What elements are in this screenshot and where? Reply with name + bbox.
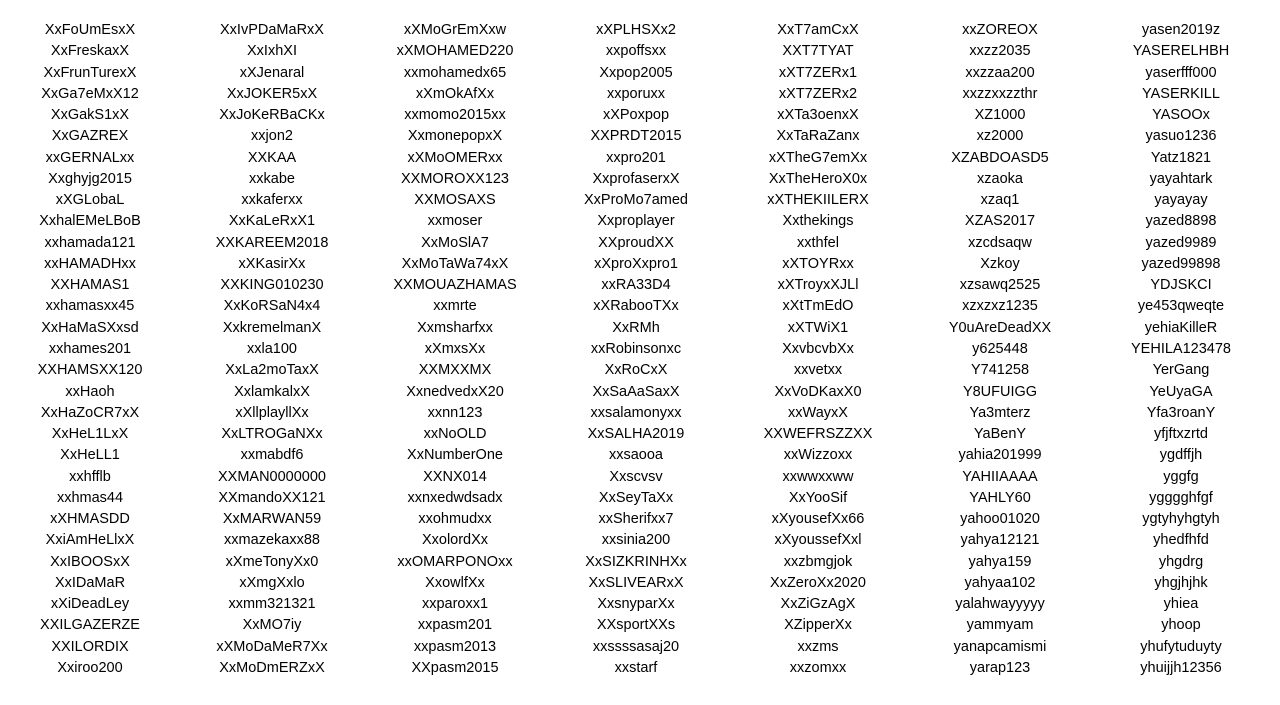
username-cell: yaserfff000 <box>1145 64 1217 81</box>
username-cell: xxOMARPONOxx <box>397 553 513 570</box>
username-cell: xXiDeadLey <box>50 596 130 613</box>
username-cell: XxIvPDaMaRxX <box>220 22 324 38</box>
username-cell: yanapcamismi <box>953 638 1047 655</box>
username-cell: XxZeroXx2020 <box>770 574 866 591</box>
username-cell: xxRobinsonxc <box>590 340 682 357</box>
username-cell: xXHMASDD <box>50 511 130 528</box>
username-cell: XXmandoXX121 <box>218 489 326 506</box>
username-cell: XxvbcvbXx <box>782 340 854 357</box>
username-cell: xXMoGrEmXxw <box>403 22 507 38</box>
username-cell: YeUyaGA <box>1149 383 1213 400</box>
username-cell: yasen2019z <box>1141 22 1221 38</box>
username-cell: XxprofaserxX <box>592 170 680 187</box>
username-cell: xXmeTonyXx0 <box>225 553 319 570</box>
username-cell: xxmoser <box>427 213 483 230</box>
username-cell: xxmabdf6 <box>240 447 304 464</box>
username-cell: xXmOkAfXx <box>415 85 495 102</box>
username-cell: Xxghyjg2015 <box>48 170 132 187</box>
username-cell: xz2000 <box>976 128 1024 145</box>
username-cell: xXPLHSXx2 <box>596 22 676 38</box>
username-cell: yahoo01020 <box>960 511 1040 528</box>
username-cell: XxhalEMeLBoB <box>39 213 141 230</box>
username-cell: XZipperXx <box>784 617 852 634</box>
username-cell: xxvetxx <box>793 362 843 379</box>
username-cell: xXyousefXx66 <box>771 511 865 528</box>
username-cell: xxnxedwdsadx <box>407 489 503 506</box>
username-cell: XZAS2017 <box>964 213 1036 230</box>
username-cell: XxLTROGaNXx <box>221 426 323 443</box>
username-cell: YEHILA123478 <box>1131 340 1231 357</box>
username-cell: yayayay <box>1154 192 1208 209</box>
username-cell: XXKAREEM2018 <box>215 234 329 251</box>
username-cell: xXTOYRxx <box>782 255 854 272</box>
username-cell: XXPRDT2015 <box>590 128 682 145</box>
username-cell: yhedfhfd <box>1153 532 1209 549</box>
username-cell: XxVoDKaxX0 <box>774 383 862 400</box>
username-cell: xxstarf <box>614 659 658 676</box>
username-cell: xXproXxpro1 <box>594 255 678 272</box>
username-cell: XXMOROXX123 <box>401 170 509 187</box>
username-cell: xxGERNALxx <box>45 149 135 166</box>
username-cell: XxIDaMaR <box>54 574 126 591</box>
username-cell: XXILGAZERZE <box>40 617 140 634</box>
username-cell: yhoop <box>1161 617 1201 634</box>
username-cell: YAHLY60 <box>969 489 1031 506</box>
username-cell: xXtTmEdO <box>782 298 854 315</box>
username-cell: xxhames201 <box>48 340 132 357</box>
username-cell: XxMO7iy <box>242 617 302 634</box>
username-cell: XXsportXXs <box>596 617 676 634</box>
username-cell: xxzbmgjok <box>783 553 853 570</box>
username-cell: XxmonepopxX <box>407 128 503 145</box>
username-cell: xXmxsXx <box>424 340 486 357</box>
username-cell: xxwwxxww <box>782 468 854 485</box>
username-cell: xXTHEKIILERX <box>767 192 869 209</box>
username-cell: Ya3mterz <box>969 404 1031 421</box>
username-cell: XxIxhXI <box>247 43 297 60</box>
username-cell: xXT7ZERx2 <box>778 85 858 102</box>
username-cell: XXproudXX <box>598 234 674 251</box>
username-cell: ye453qweqte <box>1137 298 1225 315</box>
username-cell: YerGang <box>1152 362 1210 379</box>
username-cell: XxHaZoCR7xX <box>40 404 140 421</box>
username-cell: YAHIIAAAA <box>962 468 1038 485</box>
username-cell: XXMOUAZHAMAS <box>393 277 517 294</box>
username-cell: XxGakS1xX <box>50 107 130 124</box>
username-cell: XxSeyTaXx <box>598 489 674 506</box>
username-cell: xxjon2 <box>251 128 293 145</box>
username-cell: XXWEFRSZZXX <box>763 426 873 443</box>
username-cell: xxhfflb <box>69 468 111 485</box>
username-column <box>1092 20 1270 679</box>
username-cell: XxGAZREX <box>51 128 129 145</box>
username-cell: xXmgXxlo <box>239 574 305 591</box>
username-cell: xxkaferxx <box>241 192 303 209</box>
username-cell: yhgdrg <box>1158 553 1204 570</box>
username-cell: XxMoSlA7 <box>421 234 489 251</box>
username-column <box>911 20 1089 679</box>
username-cell: xXTa3oenxX <box>777 107 859 124</box>
username-cell: XxSaAaSaxX <box>592 383 680 400</box>
username-cell: xxzzxxzzthr <box>962 85 1038 102</box>
username-cell: xxpoffsxx <box>605 43 667 60</box>
username-cell: yalahwayyyyy <box>955 596 1045 613</box>
username-cell: yazed9989 <box>1145 234 1217 251</box>
username-cell: xxkabe <box>249 170 295 187</box>
username-cell: XxTaRaZanx <box>776 128 860 145</box>
username-cell: XXKING010230 <box>220 277 324 294</box>
username-cell: xxHaoh <box>65 383 115 400</box>
username-cell: xxWizzoxx <box>783 447 853 464</box>
username-cell: XxiAmHeLlxX <box>45 532 135 549</box>
username-cell: yahia201999 <box>958 447 1042 464</box>
username-cell: Xxscvsv <box>609 468 663 485</box>
username-cell: XxJOKER5xX <box>226 85 318 102</box>
username-cell: XxSIZKRINHXx <box>585 553 687 570</box>
username-cell: XxIBOOSxX <box>50 553 130 570</box>
username-cell: xxhamada121 <box>44 234 136 251</box>
username-cell: xXRabooTXx <box>593 298 679 315</box>
username-cell: YASERELHBH <box>1132 43 1230 60</box>
username-column <box>183 20 361 679</box>
username-cell: XXMAN0000000 <box>217 468 326 485</box>
username-cell: xzxzxz1235 <box>962 298 1038 315</box>
username-cell: XxHeL1LxX <box>51 426 129 443</box>
username-cell: xxmm321321 <box>228 596 316 613</box>
username-cell: XxMARWAN59 <box>222 511 322 528</box>
username-cell: XxHeLL1 <box>60 447 120 464</box>
username-cell: YaBenY <box>973 426 1027 443</box>
username-cell: xxRA33D4 <box>601 277 671 294</box>
username-cell: xXMoDaMeR7Xx <box>216 638 328 655</box>
username-cell: yazed99898 <box>1141 255 1221 272</box>
username-cell: Y8UFUIGG <box>962 383 1038 400</box>
username-cell: xxzomxx <box>789 659 847 676</box>
username-cell: xXPoxpop <box>602 107 670 124</box>
username-cell: XXILORDIX <box>51 638 129 655</box>
username-cell: XxZiGzAgX <box>780 596 856 613</box>
username-cell: xxmazekaxx88 <box>224 532 320 549</box>
username-cell: yammyam <box>966 617 1034 634</box>
username-cell: xxsaooa <box>608 447 663 464</box>
username-cell: yfjftxzrtd <box>1154 426 1208 443</box>
username-cell: Yatz1821 <box>1150 149 1212 166</box>
username-cell: xxohmudxx <box>418 511 492 528</box>
username-list-sheet <box>0 20 1280 685</box>
username-cell: y625448 <box>972 340 1028 357</box>
username-cell: Xxthekings <box>782 213 854 230</box>
username-column <box>729 20 907 679</box>
username-cell: xxmrte <box>433 298 477 315</box>
username-cell: xXTroyxXJLl <box>777 277 859 294</box>
username-column <box>547 20 725 679</box>
username-cell: Y741258 <box>970 362 1030 379</box>
username-cell: xxmomo2015xx <box>404 107 506 124</box>
username-cell: xzaoka <box>977 170 1023 187</box>
username-cell: YASOOx <box>1152 107 1210 124</box>
username-cell: ygtyhyhgtyh <box>1142 511 1220 528</box>
username-cell: XxFrunTurexX <box>43 64 137 81</box>
username-cell: XxolordXx <box>421 532 489 549</box>
username-cell: XxkremelmanX <box>222 319 322 336</box>
username-cell: xxporuxx <box>606 85 666 102</box>
username-column <box>1 20 179 679</box>
username-cell: xxWayxX <box>788 404 848 421</box>
username-cell: yayahtark <box>1149 170 1213 187</box>
username-cell: xXyoussefXxl <box>774 532 862 549</box>
username-cell: xXTWiX1 <box>787 319 849 336</box>
username-cell: XxFreskaxX <box>50 43 130 60</box>
username-cell: XXHAMAS1 <box>50 277 130 294</box>
username-cell: XXT7TYAT <box>782 43 854 60</box>
username-cell: Y0uAreDeadXX <box>948 319 1052 336</box>
username-cell: XxMoDmERZxX <box>219 659 325 676</box>
username-cell: xxzzaa200 <box>965 64 1035 81</box>
username-cell: XxJoKeRBaCKx <box>219 107 325 124</box>
username-cell: xxla100 <box>247 340 297 357</box>
username-cell: xXT7ZERx1 <box>778 64 858 81</box>
username-cell: xxSherifxx7 <box>598 511 674 528</box>
username-cell: XXpasm2015 <box>411 659 499 676</box>
username-cell: XxSLIVEARxX <box>588 574 684 591</box>
username-cell: XxsnyparXx <box>597 596 675 613</box>
username-cell: XxFoUmEsxX <box>44 22 136 38</box>
username-cell: xxzz2035 <box>969 43 1031 60</box>
username-cell: xxNoOLD <box>423 426 487 443</box>
username-cell: XXHAMSXX120 <box>37 362 143 379</box>
username-column <box>366 20 544 679</box>
username-cell: yahya159 <box>968 553 1032 570</box>
username-cell: yhufytuduyty <box>1140 638 1222 655</box>
username-cell: XxRMh <box>612 319 660 336</box>
username-cell: ygdffjh <box>1159 447 1203 464</box>
username-cell: xxthfel <box>797 234 839 251</box>
username-cell: xxmohamedx65 <box>403 64 507 81</box>
username-cell: XxYooSif <box>788 489 848 506</box>
username-cell: XxNumberOne <box>407 447 503 464</box>
username-cell: xXTheG7emXx <box>768 149 868 166</box>
username-cell: yggfg <box>1163 468 1199 485</box>
username-cell: yasuo1236 <box>1145 128 1217 145</box>
username-cell: xXKasirXx <box>238 255 306 272</box>
username-cell: XxnedvedxX20 <box>406 383 504 400</box>
username-cell: XxowlfXx <box>425 574 485 591</box>
username-cell: XZ1000 <box>974 107 1026 124</box>
username-cell: xxpasm201 <box>417 617 493 634</box>
username-cell: xXGLobaL <box>55 192 125 209</box>
username-cell: XXNX014 <box>423 468 487 485</box>
username-cell: XxSALHA2019 <box>587 426 685 443</box>
username-cell: XxLa2moTaxX <box>225 362 319 379</box>
username-cell: xxsinia200 <box>601 532 671 549</box>
username-cell: yehiaKilleR <box>1144 319 1218 336</box>
username-cell: XXMOSAXS <box>414 192 496 209</box>
username-cell: xzaq1 <box>980 192 1020 209</box>
username-cell: yhgjhjhk <box>1154 574 1208 591</box>
username-cell: Yfa3roanY <box>1146 404 1216 421</box>
username-cell: YASERKILL <box>1142 85 1220 102</box>
username-cell: XXKAA <box>247 149 297 166</box>
username-cell: yhiea <box>1163 596 1199 613</box>
username-cell: xxnn123 <box>427 404 483 421</box>
username-cell: XxHaMaSXxsd <box>41 319 139 336</box>
username-cell: xXMoOMERxx <box>407 149 503 166</box>
username-cell: xxpasm2013 <box>413 638 497 655</box>
username-cell: XxRoCxX <box>604 362 668 379</box>
username-cell: XxProMo7amed <box>584 192 688 209</box>
username-cell: XxTheHeroX0x <box>768 170 868 187</box>
username-cell: XxKoRSaN4x4 <box>223 298 321 315</box>
username-cell: yazed8898 <box>1145 213 1217 230</box>
username-cell: xxhmas44 <box>56 489 124 506</box>
username-cell: xxparoxx1 <box>421 596 489 613</box>
username-cell: Xxpop2005 <box>599 64 673 81</box>
username-cell: xzsawq2525 <box>959 277 1041 294</box>
username-cell: xxssssasaj20 <box>592 638 680 655</box>
username-cell: xxzms <box>797 638 839 655</box>
username-cell: ygggghfgf <box>1149 489 1213 506</box>
username-cell: XxlamkalxX <box>234 383 310 400</box>
username-cell: Xzkoy <box>980 255 1020 272</box>
username-cell: YDJSKCI <box>1150 277 1212 294</box>
username-cell: yahyaa102 <box>964 574 1036 591</box>
username-cell: xxHAMADHxx <box>44 255 136 272</box>
username-cell: xXllplayllXx <box>235 404 309 421</box>
username-cell: xXMOHAMED220 <box>396 43 514 60</box>
username-cell: XZABDOASD5 <box>951 149 1049 166</box>
username-cell: xxZOREOX <box>962 22 1038 38</box>
username-cell: XxMoTaWa74xX <box>401 255 509 272</box>
username-cell: xxpro201 <box>606 149 666 166</box>
username-cell: Xxiroo200 <box>57 659 123 676</box>
username-cell: xxhamasxx45 <box>45 298 135 315</box>
username-cell: xxsalamonyxx <box>590 404 682 421</box>
username-cell: yhuijjh12356 <box>1140 659 1222 676</box>
username-cell: XxGa7eMxX12 <box>41 85 139 102</box>
username-cell: xXJenaral <box>239 64 305 81</box>
username-cell: Xxproplayer <box>597 213 675 230</box>
username-cell: xzcdsaqw <box>968 234 1032 251</box>
username-cell: yarap123 <box>969 659 1031 676</box>
username-cell: XxKaLeRxX1 <box>228 213 316 230</box>
username-cell: XXMXXMX <box>418 362 492 379</box>
username-cell: XxT7amCxX <box>777 22 859 38</box>
username-cell: Xxmsharfxx <box>417 319 493 336</box>
username-cell: yahya12121 <box>960 532 1040 549</box>
